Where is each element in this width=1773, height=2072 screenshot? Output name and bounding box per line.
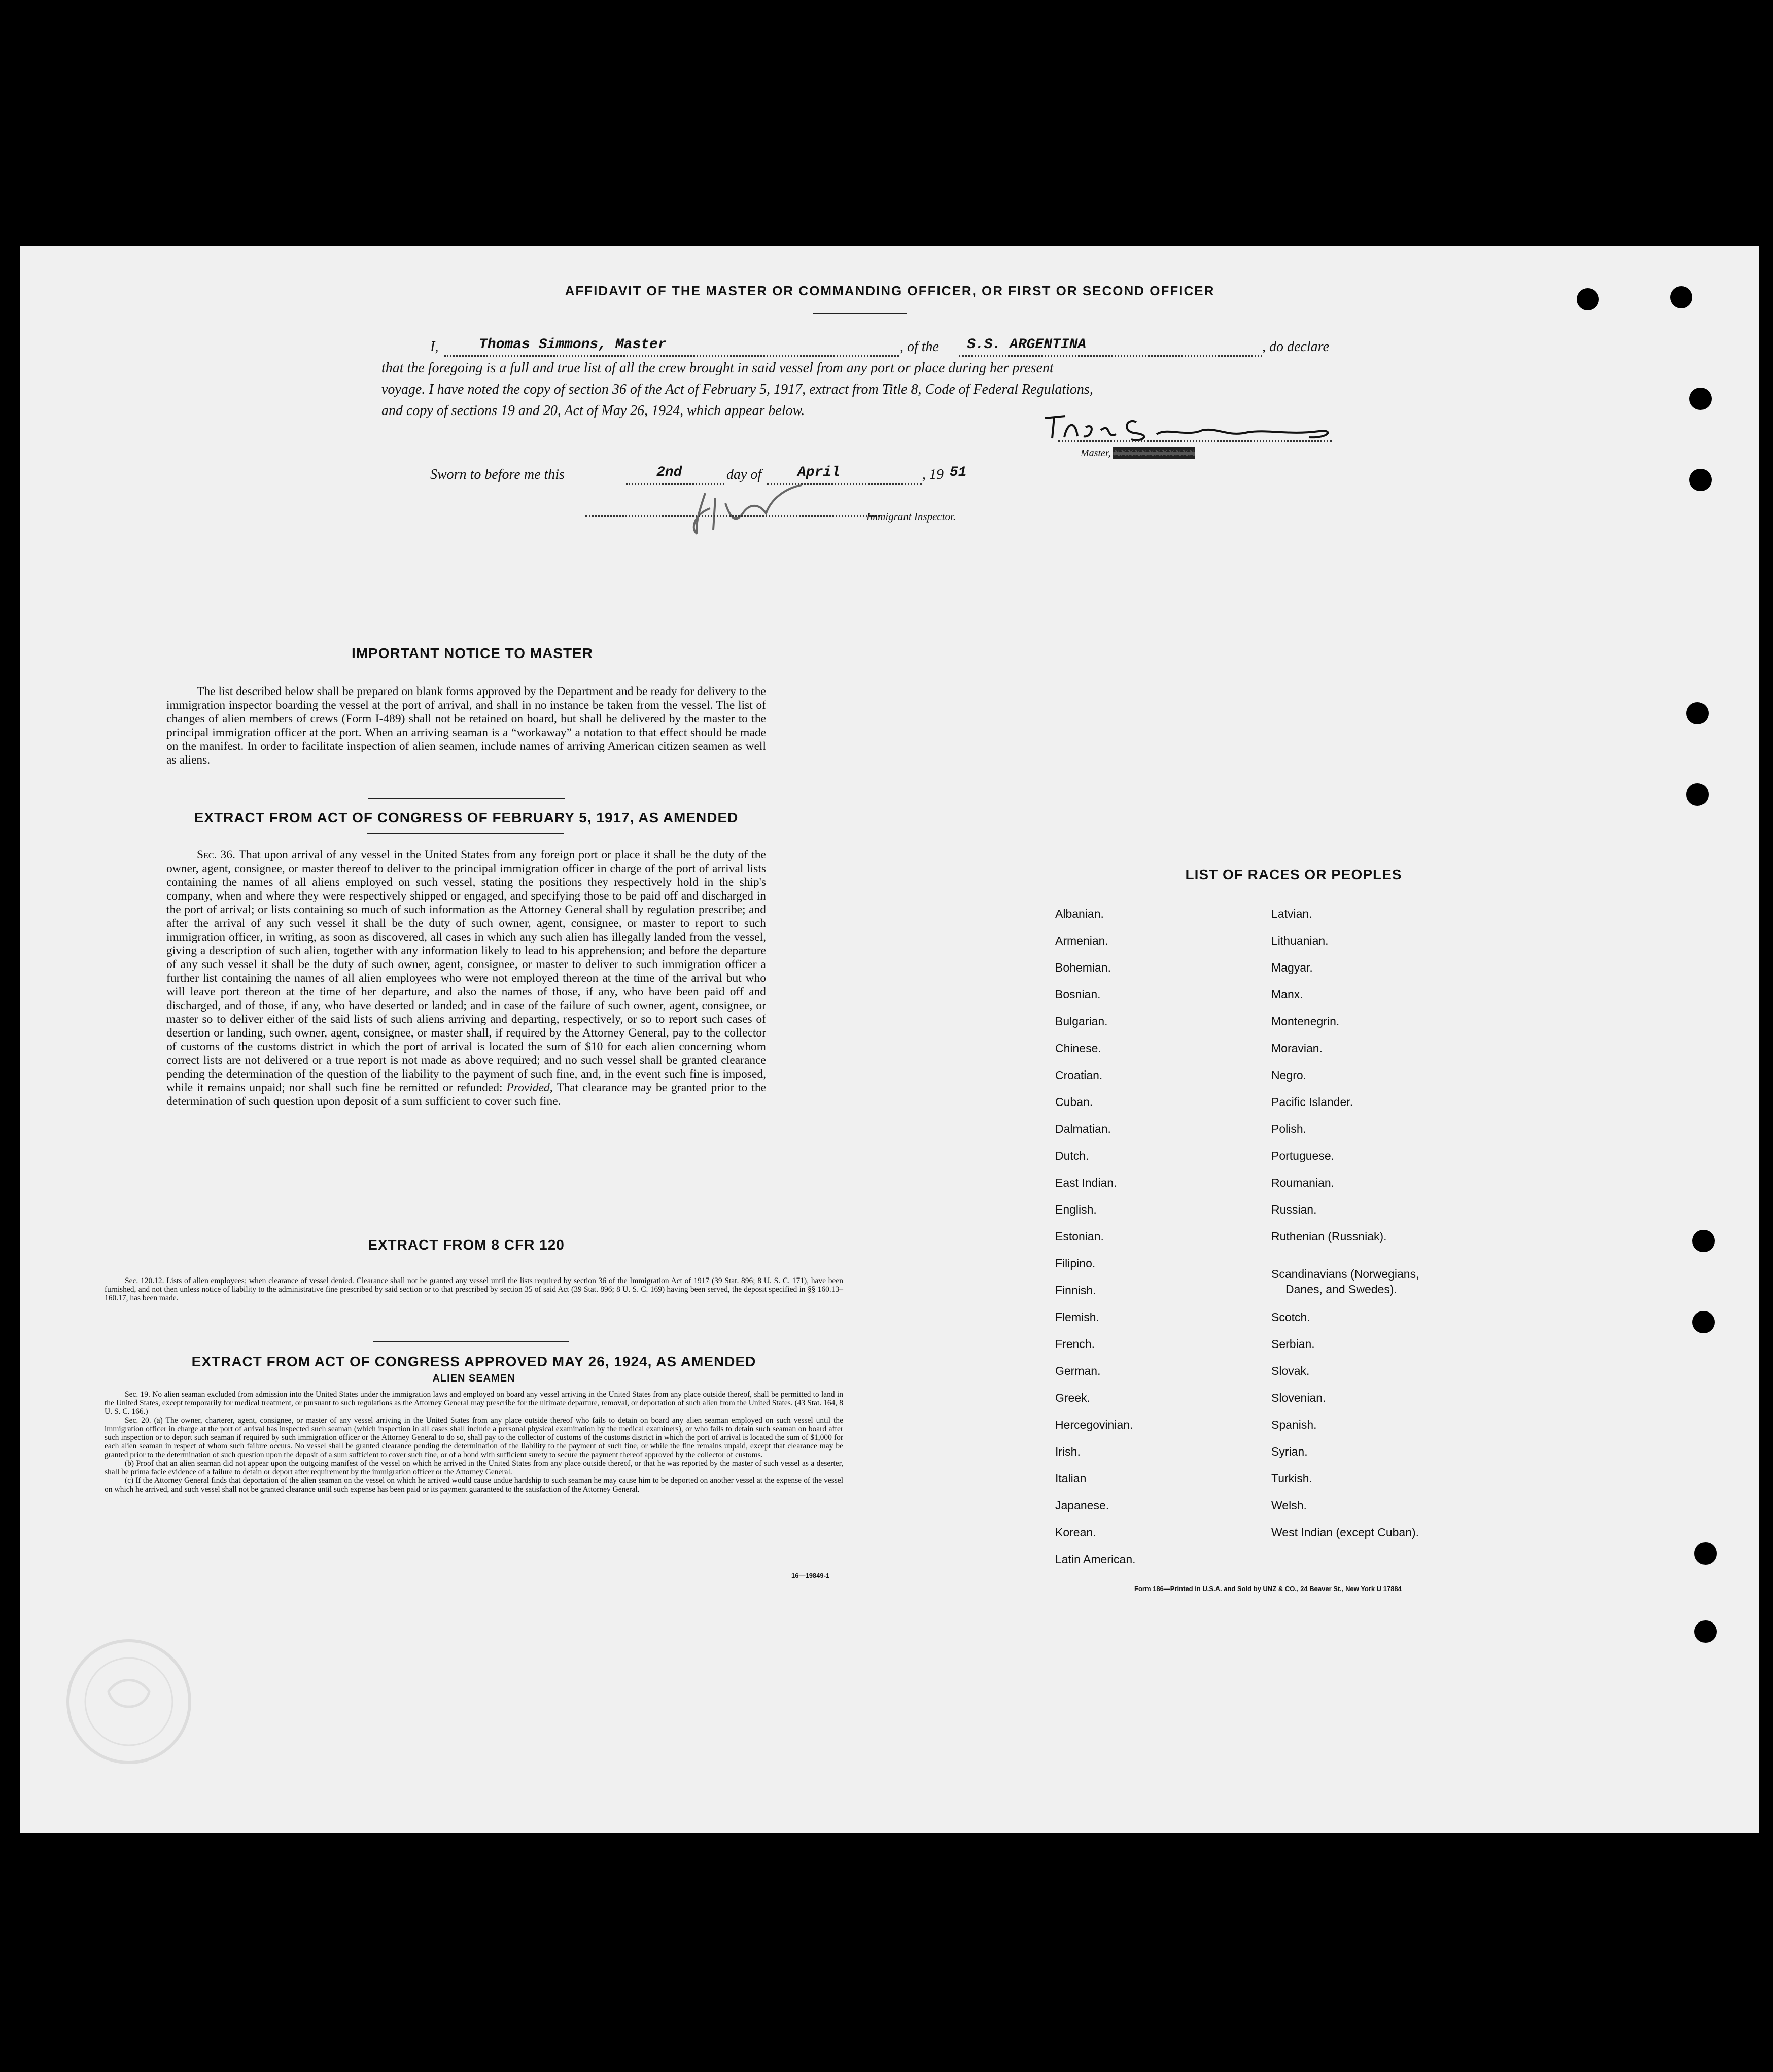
races-title: LIST OF RACES OR PEOPLES xyxy=(1185,867,1402,882)
month-value: April xyxy=(797,465,841,480)
race-item: Montenegrin. xyxy=(1271,1015,1340,1028)
notice-text xyxy=(166,685,766,767)
declaration-line-4: and copy of sections 19 and 20, Act of May 26, 1924, which appear below. xyxy=(381,403,805,419)
race-item: Latin American. xyxy=(1055,1552,1136,1566)
race-item: West Indian (except Cuban). xyxy=(1271,1526,1419,1539)
master-signature-line xyxy=(1058,439,1332,442)
punch-hole xyxy=(1689,388,1712,410)
race-item: Chinese. xyxy=(1055,1042,1101,1055)
race-item: Flemish. xyxy=(1055,1310,1099,1324)
day-value: 2nd xyxy=(656,465,682,480)
form-print-line: Form 186—Printed in U.S.A. and Sold by UNZ & CO., 24 Beaver St., New York U 17884 xyxy=(1134,1585,1402,1593)
race-item: Roumanian. xyxy=(1271,1176,1335,1189)
sec-36-body: That upon arrival of any vessel in the United States from any foreign port or place it shall be the duty of the owner, agent, consignee, or master thereof to deliver to the principal immigration officer in charge of the port of arrival lists containing the names of all aliens employed on such vessel, stating the positions they respectively hold in the ship's company, when and where they were respectively shipped or engaged, and specifying those to be paid off and discharged in the port of arrival; or lists containing so much of such information as the Attorney General shall by regulation prescribe; and after the arrival of any such vessel it shall be the duty of such owner, agent, consignee, or master to report to such immigration officer, in writing, as soon as discovered, all cases in which any such alien has illegally landed from the vessel, giving a description of such alien, together with any information likely to lead to his apprehension; and before the departure of any such vessel it shall be the duty of such owner, agent, consignee, or master to deliver to such immigration officer a further list containing the names of all alien employees who were not employed thereon at the time of the arrival but who will leave port thereon at the time of her departure, and also the names of those, if any, who have been paid off and discharged, and of those, if any, who have deserted or landed; and in case of the failure of such owner, agent, consignee, or master so to deliver either of the said lists of such aliens arriving and departing, respectively, or so to report such cases of desertion or landing, such owner, agent, consignee, or master shall, if required by the Attorney General, pay to the collector of customs of the customs district in which the port of arrival is located the sum of $10 for each alien concerning whom correct lists are not delivered or a true report is not made as above required; and no such vessel shall be granted clearance pending the determination of the question of the liability to the payment of such fine, and, in the event such fine is imposed, while it remains unpaid; nor shall such fine be remitted or refunded: xyxy=(166,848,766,1094)
race-item: Dalmatian. xyxy=(1055,1122,1111,1135)
year-value: 51 xyxy=(950,465,967,480)
extract-cfr-text xyxy=(105,1276,843,1302)
race-item: Hercegovinian. xyxy=(1055,1418,1133,1431)
race-item: Cuban. xyxy=(1055,1095,1093,1109)
race-item: Filipino. xyxy=(1055,1257,1096,1270)
punch-hole xyxy=(1694,1542,1717,1565)
race-item: Irish. xyxy=(1055,1445,1081,1458)
extract-1917-title: EXTRACT FROM ACT OF CONGRESS OF FEBRUARY 5, 1917, AS AMENDED xyxy=(194,810,739,825)
race-item: Spanish. xyxy=(1271,1418,1317,1431)
race-item: Slovenian. xyxy=(1271,1391,1326,1404)
race-item: Serbian. xyxy=(1271,1337,1315,1351)
punch-hole xyxy=(1692,1230,1715,1252)
race-item: Polish. xyxy=(1271,1122,1307,1135)
race-item: Latvian. xyxy=(1271,907,1312,920)
sec-20c: (c) If the Attorney General finds that deportation of the alien seaman on the vessel on which he arrived would cause undue hardship to such seaman he may cause him to be deported on another vessel at the expense of the vessel on which he arrived, and such vessel shall not be granted clearance until such expense has been paid or its payment guaranteed to the satisfaction of the Attorney General. xyxy=(105,1476,843,1494)
race-item: Armenian. xyxy=(1055,934,1108,947)
declaration-line-3: voyage. I have noted the copy of section 36 of the Act of February 5, 1917, extract from Title 8, Code of Federal Regulations, xyxy=(381,382,1093,397)
cfr-body: Sec. 120.12. Lists of alien employees; when clearance of vessel denied. Clearance shall not be granted any vessel until the lists required by section 36 of the Immigration Act of 1917 (39 Stat. 896; 8 U. S. C. 171), have been furnished, and not then unless notice of liability to the administrative fine prescribed by said section or to that prescribed by section 35 of said Act (39 Stat. 896; 8 U. S. C. 169) having been served, the deposit specified in §§ 160.13–160.17, has been made. xyxy=(105,1276,843,1302)
sec-19: Sec. 19. No alien seaman excluded from admission into the United States under the immigration laws and employed on board any vessel arriving in the United States from any place outside thereof, shall be permitted to land in the United States, except temporarily for medical treatment, or pursuant to such regulations as the Attorney General may prescribe for the ultimate departure, removal, or deportation of such alien from the United States. (43 Stat. 164, 8 U. S. C. 166.) xyxy=(105,1390,843,1416)
i-label: I, xyxy=(430,339,439,355)
inspector-caption: Immigrant Inspector. xyxy=(866,510,956,523)
race-item: French. xyxy=(1055,1337,1095,1351)
punch-hole xyxy=(1686,702,1709,724)
extract-cfr-title: EXTRACT FROM 8 CFR 120 xyxy=(368,1237,565,1253)
race-item: Scotch. xyxy=(1271,1310,1310,1324)
extract-1924-title: EXTRACT FROM ACT OF CONGRESS APPROVED MAY 26, 1924, AS AMENDED xyxy=(191,1354,756,1369)
race-item: Italian xyxy=(1055,1472,1087,1485)
race-item: English. xyxy=(1055,1203,1097,1216)
day-of-label: day of xyxy=(726,467,762,482)
cfr-divider xyxy=(373,1341,569,1342)
title-divider xyxy=(813,313,907,314)
race-item: Moravian. xyxy=(1271,1042,1323,1055)
master-name-value: Thomas Simmons, Master xyxy=(479,337,667,353)
notice-body: The list described below shall be prepared on blank forms approved by the Department and be ready for delivery to the immigration inspector boarding the vessel at the port of arrival, and shall in no instance be taken from the vessel. The list of changes of alien members of crews (Form I-489) shall not be retained on board, but shall be delivered by the master to the principal immigration officer at the port. When an arriving seaman is a “workaway” a notation to that effect should be made on the manifest. In order to facilitate inspection of alien seamen, include names of arriving American citizen seamen as well as aliens. xyxy=(166,685,766,767)
race-item: Welsh. xyxy=(1271,1499,1307,1512)
race-item: German. xyxy=(1055,1364,1101,1377)
form-number: 16—19849-1 xyxy=(791,1572,830,1579)
inspector-signature xyxy=(675,483,807,539)
do-declare-label: , do declare xyxy=(1262,339,1329,355)
race-item: Pacific Islander. xyxy=(1271,1095,1353,1109)
master-caption xyxy=(1081,447,1195,459)
race-item: Danes, and Swedes). xyxy=(1285,1283,1397,1296)
race-item: Turkish. xyxy=(1271,1472,1312,1485)
race-item: Lithuanian. xyxy=(1271,934,1329,947)
document-sheet xyxy=(20,246,1759,1833)
race-item: Korean. xyxy=(1055,1526,1096,1539)
vessel-name-value: S.S. ARGENTINA xyxy=(967,337,1087,353)
punch-hole xyxy=(1692,1311,1715,1333)
embossed-seal xyxy=(53,1626,205,1778)
race-item: Negro. xyxy=(1271,1068,1307,1082)
race-item: Japanese. xyxy=(1055,1499,1109,1512)
sec-36-label: Sec. 36. xyxy=(197,848,235,861)
extract-1924-subtitle: ALIEN SEAMEN xyxy=(432,1373,515,1384)
extract-1917-divider xyxy=(367,833,564,834)
race-item: Estonian. xyxy=(1055,1230,1104,1243)
punch-hole xyxy=(1694,1620,1717,1643)
race-item: Scandinavians (Norwegians, xyxy=(1271,1267,1419,1281)
race-item: Albanian. xyxy=(1055,907,1104,920)
race-item: Slovak. xyxy=(1271,1364,1310,1377)
race-item: Bulgarian. xyxy=(1055,1015,1108,1028)
race-item: Croatian. xyxy=(1055,1068,1103,1082)
affidavit-title: AFFIDAVIT OF THE MASTER OR COMMANDING OFFICER, OR FIRST OR SECOND OFFICER xyxy=(565,283,1215,298)
extract-1924-text xyxy=(105,1390,843,1494)
race-item: Bosnian. xyxy=(1055,988,1101,1001)
sworn-label: Sworn to before me this xyxy=(430,467,565,482)
race-item: Bohemian. xyxy=(1055,961,1111,974)
race-item: Magyar. xyxy=(1271,961,1313,974)
inspector-signature-line xyxy=(585,514,880,517)
declaration-line-2: that the foregoing is a full and true list of all the crew brought in said vessel from any port or place during her present xyxy=(381,360,1054,376)
sec-20b: (b) Proof that an alien seaman did not appear upon the outgoing manifest of the vessel on which he arrived in the United States from any place outside thereof, or that he was reported by the master of such vessel as a deserter, shall be prima facie evidence of a failure to detain or deport after requirement by the immigration officer or the Attorney General. xyxy=(105,1459,843,1476)
punch-hole xyxy=(1686,783,1709,806)
sec-20a: Sec. 20. (a) The owner, charterer, agent, consignee, or master of any vessel arriving in the United States from any place outside thereof who fails to detain on board any alien seaman employed on such vessel until the immigration officer in charge at the port of arrival has inspected such seaman (which inspection in all cases shall include a personal physical examination by the medical examiners), or who fails to detain such seaman on board after such inspection or to deport such seaman if required by such immigration officer or the Attorney General to do so, shall pay to the collector of customs of the customs district in which the port of arrival is located the sum of $1,000 for each alien seaman in respect of whom such failure occurs. No vessel shall be granted clearance pending the determination of the liability to the payment of such fine, or while the fine remains unpaid, except that clearance may be granted prior to the determination of such question upon the deposit of a sum sufficient to cover such fine, or of a bond with sufficient surety to secure the payment thereof approved by the collector of customs. xyxy=(105,1416,843,1459)
race-item: Greek. xyxy=(1055,1391,1091,1404)
race-item: Ruthenian (Russniak). xyxy=(1271,1230,1387,1243)
of-the-label: , of the xyxy=(900,339,939,355)
master-caption-struck: XXXXXXXXXXXX xyxy=(1113,447,1195,459)
race-item: Russian. xyxy=(1271,1203,1317,1216)
provided-label: Provided, xyxy=(506,1081,553,1094)
extract-1917-text xyxy=(166,848,766,1109)
notice-title: IMPORTANT NOTICE TO MASTER xyxy=(351,645,594,661)
race-item: Dutch. xyxy=(1055,1149,1089,1162)
race-item: Portuguese. xyxy=(1271,1149,1335,1162)
year-prefix: , 19 xyxy=(922,467,944,482)
declaration-line-1 xyxy=(430,339,1359,359)
month-field xyxy=(767,467,922,485)
race-item: Syrian. xyxy=(1271,1445,1308,1458)
race-item: East Indian. xyxy=(1055,1176,1117,1189)
master-caption-label: Master, xyxy=(1081,447,1111,459)
race-item: Manx. xyxy=(1271,988,1303,1001)
punch-hole xyxy=(1689,469,1712,491)
provided-body: That clearance may be granted prior to the determination of such question upon deposit of a sum sufficient to cover such fine. xyxy=(166,1081,767,1108)
race-item: Finnish. xyxy=(1055,1284,1096,1297)
notice-divider xyxy=(368,798,565,799)
